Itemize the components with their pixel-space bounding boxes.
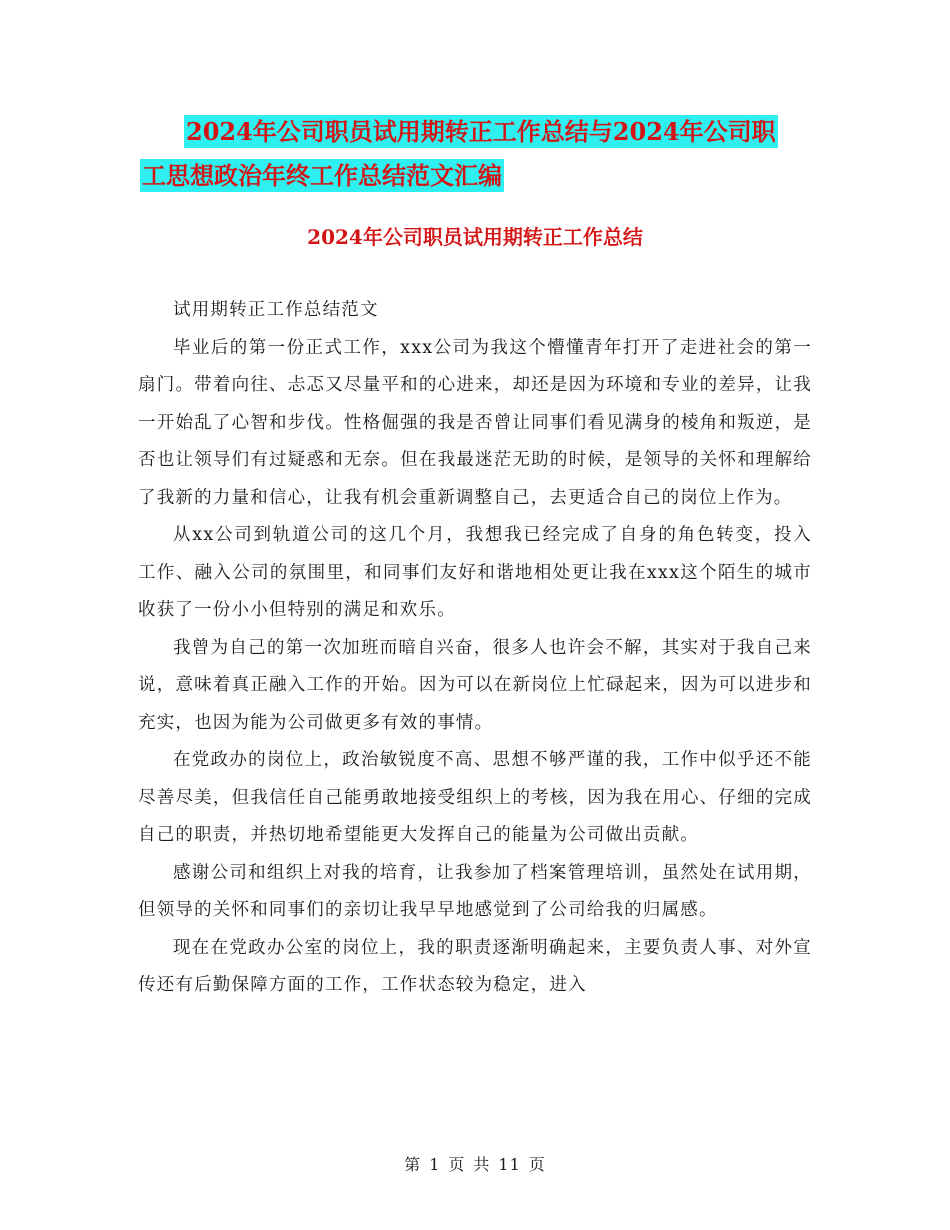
page-footer <box>0 1154 950 1176</box>
section-title: 2024年公司职员试用期转正工作总结 <box>307 225 643 249</box>
footer-total-pages: 11 <box>498 1155 521 1174</box>
document-title-line-2: 工思想政治年终工作总结范文汇编 <box>142 161 502 190</box>
paragraph: 毕业后的第一份正式工作，xxx公司为我这个懵懂青年打开了走进社会的第一扇门。带着向往、忐忑又尽量平和的心进来，却还是因为环境和专业的差异，让我一开始乱了心智和步伐。性格倔强的我是否曾让同事们看见满身的棱角和叛逆，是否也让领导们有过疑惑和无奈。但在我最迷茫无助的时候，是领导的关怀和理解给了我新的力量和信心，让我有机会重新调整自己，去更适合自己的岗位上作为。 <box>138 337 812 508</box>
paragraph: 我曾为自己的第一次加班而暗自兴奋，很多人也许会不解，其实对于我自己来说，意味着真正融入工作的开始。因为可以在新岗位上忙碌起来，因为可以进步和充实，也因为能为公司做更多有效的事情。 <box>138 637 812 733</box>
footer-total-label: 共 <box>473 1155 491 1174</box>
paragraph: 感谢公司和组织上对我的培育，让我参加了档案管理培训，虽然处在试用期，但领导的关怀和同事们的亲切让我早早地感觉到了公司给我的归属感。 <box>138 862 812 920</box>
paragraph: 在党政办的岗位上，政治敏锐度不高、思想不够严谨的我，工作中似乎还不能尽善尽美，但我信任自己能勇敢地接受组织上的考核，因为我在用心、仔细的完成自己的职责，并热切地希望能更大发挥自己的能量为公司做出贡献。 <box>138 750 812 845</box>
footer-page-label: 页 <box>448 1155 466 1174</box>
document-title <box>140 110 820 198</box>
footer-prefix: 第 <box>404 1155 422 1174</box>
footer-suffix: 页 <box>528 1155 546 1174</box>
footer-page-number: 1 <box>429 1155 441 1174</box>
paragraph-subtitle: 试用期转正工作总结范文 <box>173 300 379 320</box>
document-title-line-1: 2024年公司职员试用期转正工作总结与2024年公司职 <box>186 117 776 146</box>
paragraph: 现在在党政办公室的岗位上，我的职责逐渐明确起来，主要负责人事、对外宣传还有后勤保障方面的工作，工作状态较为稳定，进入 <box>138 937 812 995</box>
paragraph: 从xx公司到轨道公司的这几个月，我想我已经完成了自身的角色转变，投入工作、融入公司的氛围里，和同事们友好和谐地相处更让我在xxx这个陌生的城市收获了一份小小但特别的满足和欢乐。 <box>138 525 812 620</box>
document-body <box>138 292 812 1005</box>
